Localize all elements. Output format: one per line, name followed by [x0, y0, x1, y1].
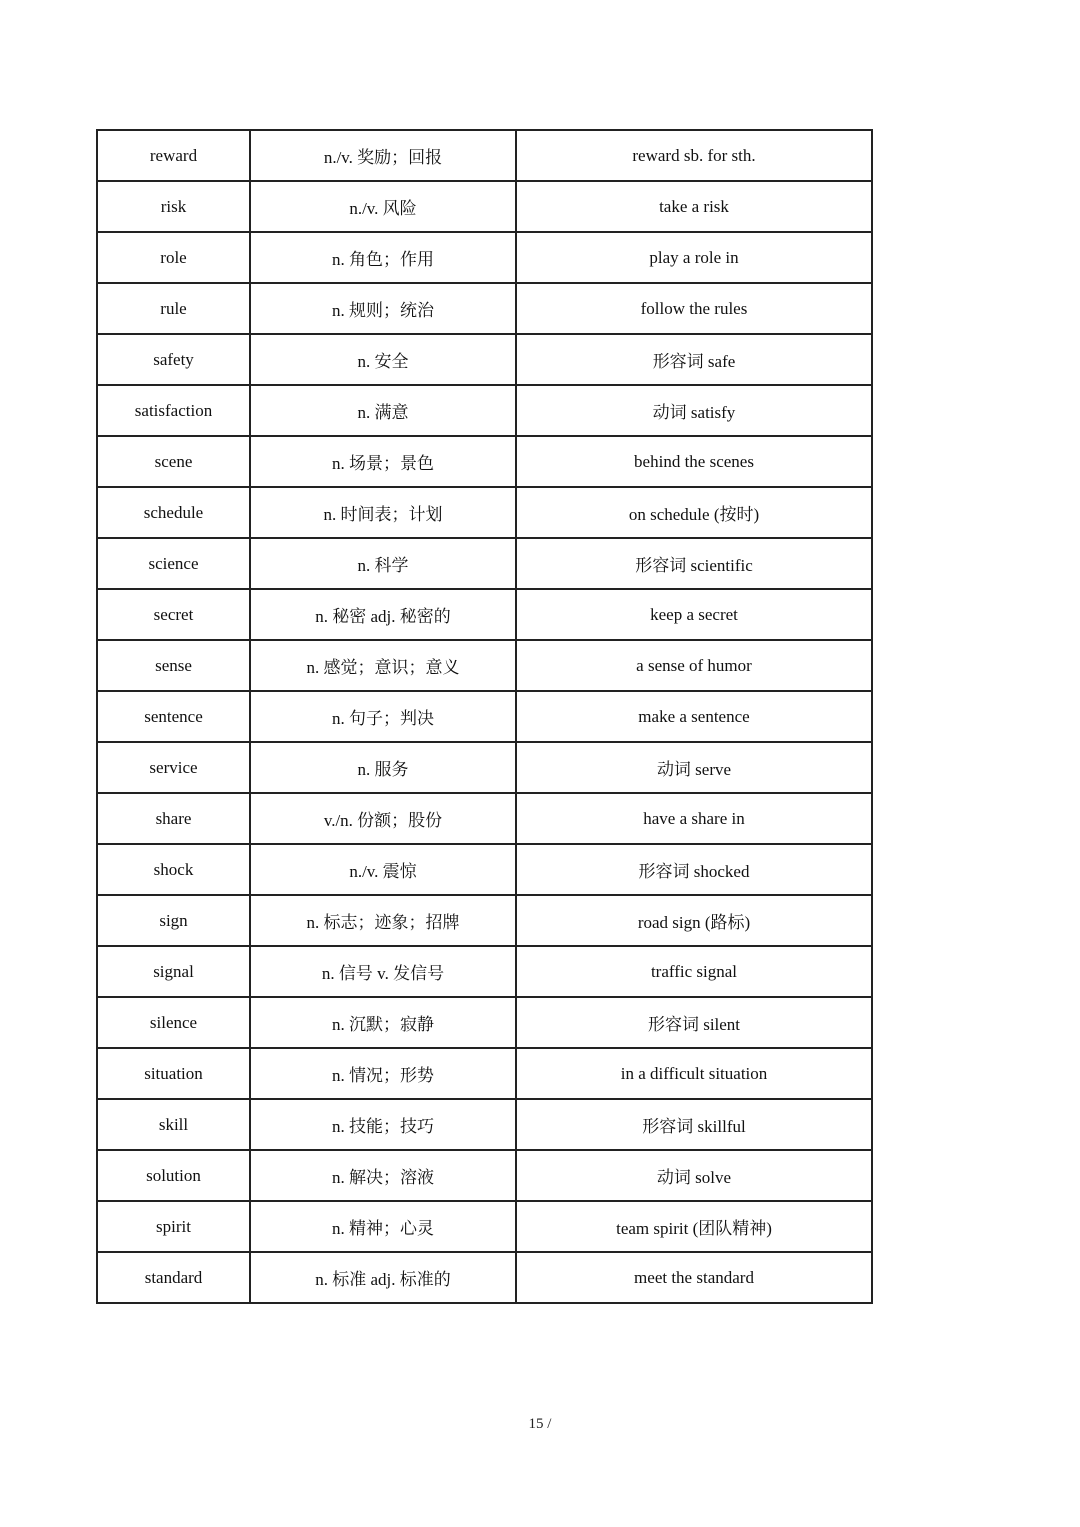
table-row [97, 997, 872, 1048]
usage-cell: 动词 satisfy [516, 385, 872, 436]
usage-cell: a sense of humor [516, 640, 872, 691]
table-row [97, 1099, 872, 1150]
word-cell: safety [97, 334, 250, 385]
word-cell: spirit [97, 1201, 250, 1252]
vocabulary-table [96, 129, 873, 1304]
table-row [97, 895, 872, 946]
table-row [97, 130, 872, 181]
table-row [97, 1048, 872, 1099]
word-cell: skill [97, 1099, 250, 1150]
table-row [97, 691, 872, 742]
meaning-cell: n. 标志；迹象；招牌 [250, 895, 516, 946]
word-cell: sign [97, 895, 250, 946]
word-cell: science [97, 538, 250, 589]
word-cell: satisfaction [97, 385, 250, 436]
word-cell: rule [97, 283, 250, 334]
meaning-cell: n. 信号 v. 发信号 [250, 946, 516, 997]
usage-cell: in a difficult situation [516, 1048, 872, 1099]
word-cell: risk [97, 181, 250, 232]
meaning-cell: n. 安全 [250, 334, 516, 385]
meaning-cell: n. 技能；技巧 [250, 1099, 516, 1150]
table-row [97, 334, 872, 385]
word-cell: sense [97, 640, 250, 691]
usage-cell: meet the standard [516, 1252, 872, 1303]
table-row [97, 487, 872, 538]
usage-cell: on schedule (按时) [516, 487, 872, 538]
word-cell: standard [97, 1252, 250, 1303]
usage-cell: 形容词 safe [516, 334, 872, 385]
usage-cell: 动词 solve [516, 1150, 872, 1201]
meaning-cell: n. 沉默；寂静 [250, 997, 516, 1048]
meaning-cell: n. 感觉；意识；意义 [250, 640, 516, 691]
usage-cell: 形容词 scientific [516, 538, 872, 589]
meaning-cell: n. 科学 [250, 538, 516, 589]
table-row [97, 538, 872, 589]
table-row [97, 844, 872, 895]
vocabulary-table-body [97, 130, 872, 1303]
meaning-cell: n. 解决；溶液 [250, 1150, 516, 1201]
word-cell: signal [97, 946, 250, 997]
meaning-cell: n./v. 风险 [250, 181, 516, 232]
table-row [97, 742, 872, 793]
word-cell: secret [97, 589, 250, 640]
meaning-cell: n. 句子；判决 [250, 691, 516, 742]
usage-cell: road sign (路标) [516, 895, 872, 946]
meaning-cell: n. 秘密 adj. 秘密的 [250, 589, 516, 640]
word-cell: shock [97, 844, 250, 895]
usage-cell: reward sb. for sth. [516, 130, 872, 181]
table-row [97, 283, 872, 334]
usage-cell: follow the rules [516, 283, 872, 334]
table-row [97, 1252, 872, 1303]
word-cell: share [97, 793, 250, 844]
table-row [97, 436, 872, 487]
usage-cell: 形容词 silent [516, 997, 872, 1048]
table-row [97, 181, 872, 232]
usage-cell: have a share in [516, 793, 872, 844]
word-cell: reward [97, 130, 250, 181]
meaning-cell: n. 场景；景色 [250, 436, 516, 487]
usage-cell: play a role in [516, 232, 872, 283]
table-row [97, 232, 872, 283]
page-number: 15 / [528, 1416, 552, 1432]
usage-cell: take a risk [516, 181, 872, 232]
usage-cell: 动词 serve [516, 742, 872, 793]
meaning-cell: n. 标准 adj. 标准的 [250, 1252, 516, 1303]
usage-cell: 形容词 shocked [516, 844, 872, 895]
meaning-cell: n./v. 震惊 [250, 844, 516, 895]
meaning-cell: v./n. 份额；股份 [250, 793, 516, 844]
usage-cell: behind the scenes [516, 436, 872, 487]
meaning-cell: n. 规则；统治 [250, 283, 516, 334]
table-row [97, 946, 872, 997]
meaning-cell: n. 服务 [250, 742, 516, 793]
word-cell: role [97, 232, 250, 283]
table-row [97, 1150, 872, 1201]
word-cell: schedule [97, 487, 250, 538]
table-row [97, 793, 872, 844]
usage-cell: make a sentence [516, 691, 872, 742]
word-cell: scene [97, 436, 250, 487]
meaning-cell: n. 角色；作用 [250, 232, 516, 283]
meaning-cell: n. 时间表；计划 [250, 487, 516, 538]
usage-cell: traffic signal [516, 946, 872, 997]
usage-cell: 形容词 skillful [516, 1099, 872, 1150]
table-row [97, 385, 872, 436]
meaning-cell: n./v. 奖励；回报 [250, 130, 516, 181]
word-cell: solution [97, 1150, 250, 1201]
usage-cell: team spirit (团队精神) [516, 1201, 872, 1252]
meaning-cell: n. 精神；心灵 [250, 1201, 516, 1252]
table-row [97, 589, 872, 640]
word-cell: situation [97, 1048, 250, 1099]
meaning-cell: n. 情况；形势 [250, 1048, 516, 1099]
word-cell: sentence [97, 691, 250, 742]
meaning-cell: n. 满意 [250, 385, 516, 436]
usage-cell: keep a secret [516, 589, 872, 640]
word-cell: silence [97, 997, 250, 1048]
table-row [97, 640, 872, 691]
table-row [97, 1201, 872, 1252]
word-cell: service [97, 742, 250, 793]
